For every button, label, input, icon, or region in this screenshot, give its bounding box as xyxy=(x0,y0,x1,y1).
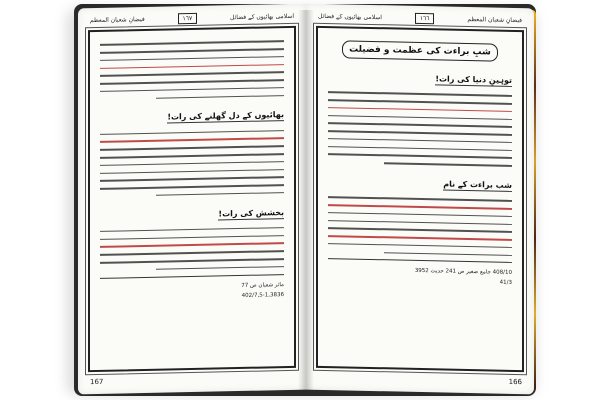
left-footnote-1: ماثر شعبان ص 77 xyxy=(241,281,284,289)
left-page-content xyxy=(96,34,288,364)
left-page-frame xyxy=(88,26,296,372)
left-footnote-2: 402/7,5-1,3836 xyxy=(241,291,284,299)
right-header-right-text: فیضانِ شعبان المعظم xyxy=(467,15,522,24)
left-page-footer xyxy=(90,372,294,388)
right-footnote-2: 41/3 xyxy=(499,280,512,287)
left-page-header xyxy=(90,10,294,26)
right-header-left-text: اسلامی بھائیوں کے فضائل xyxy=(318,12,382,21)
chapter-title: شبِ براءت کی عظمت و فضیلت xyxy=(342,40,498,61)
right-page xyxy=(306,4,534,395)
left-page-number-bottom: 167 xyxy=(90,377,104,387)
right-page-footer xyxy=(318,372,522,388)
right-page-frame xyxy=(316,26,524,372)
right-heading-2: شب براءت کے نام xyxy=(443,179,512,190)
left-page-number-top: ١٦٧ xyxy=(178,12,198,23)
left-header-left-text: فیضانِ شعبان المعظم xyxy=(90,15,145,24)
left-header-right-text: اسلامی بھائیوں کے فضائل xyxy=(230,12,294,21)
left-heading-1: بھائیوں کے دل گھلنے کی رات! xyxy=(167,110,284,122)
left-heading-2: بخشش کی رات! xyxy=(218,207,284,219)
right-footnote-separator xyxy=(328,259,512,264)
right-page-content xyxy=(324,34,516,364)
left-page xyxy=(78,4,306,395)
right-page-number-bottom: 166 xyxy=(508,377,522,387)
book-gutter xyxy=(298,10,314,390)
right-page-number-top: ١٦٦ xyxy=(415,12,435,23)
left-footnote-separator xyxy=(100,274,284,279)
right-footnote-1: 408/10 جامع صغیر ص 241 حدیث 3952 xyxy=(414,268,512,277)
right-page-header xyxy=(318,10,522,26)
right-heading-1: توہینِ دنیا کی رات! xyxy=(435,74,512,85)
